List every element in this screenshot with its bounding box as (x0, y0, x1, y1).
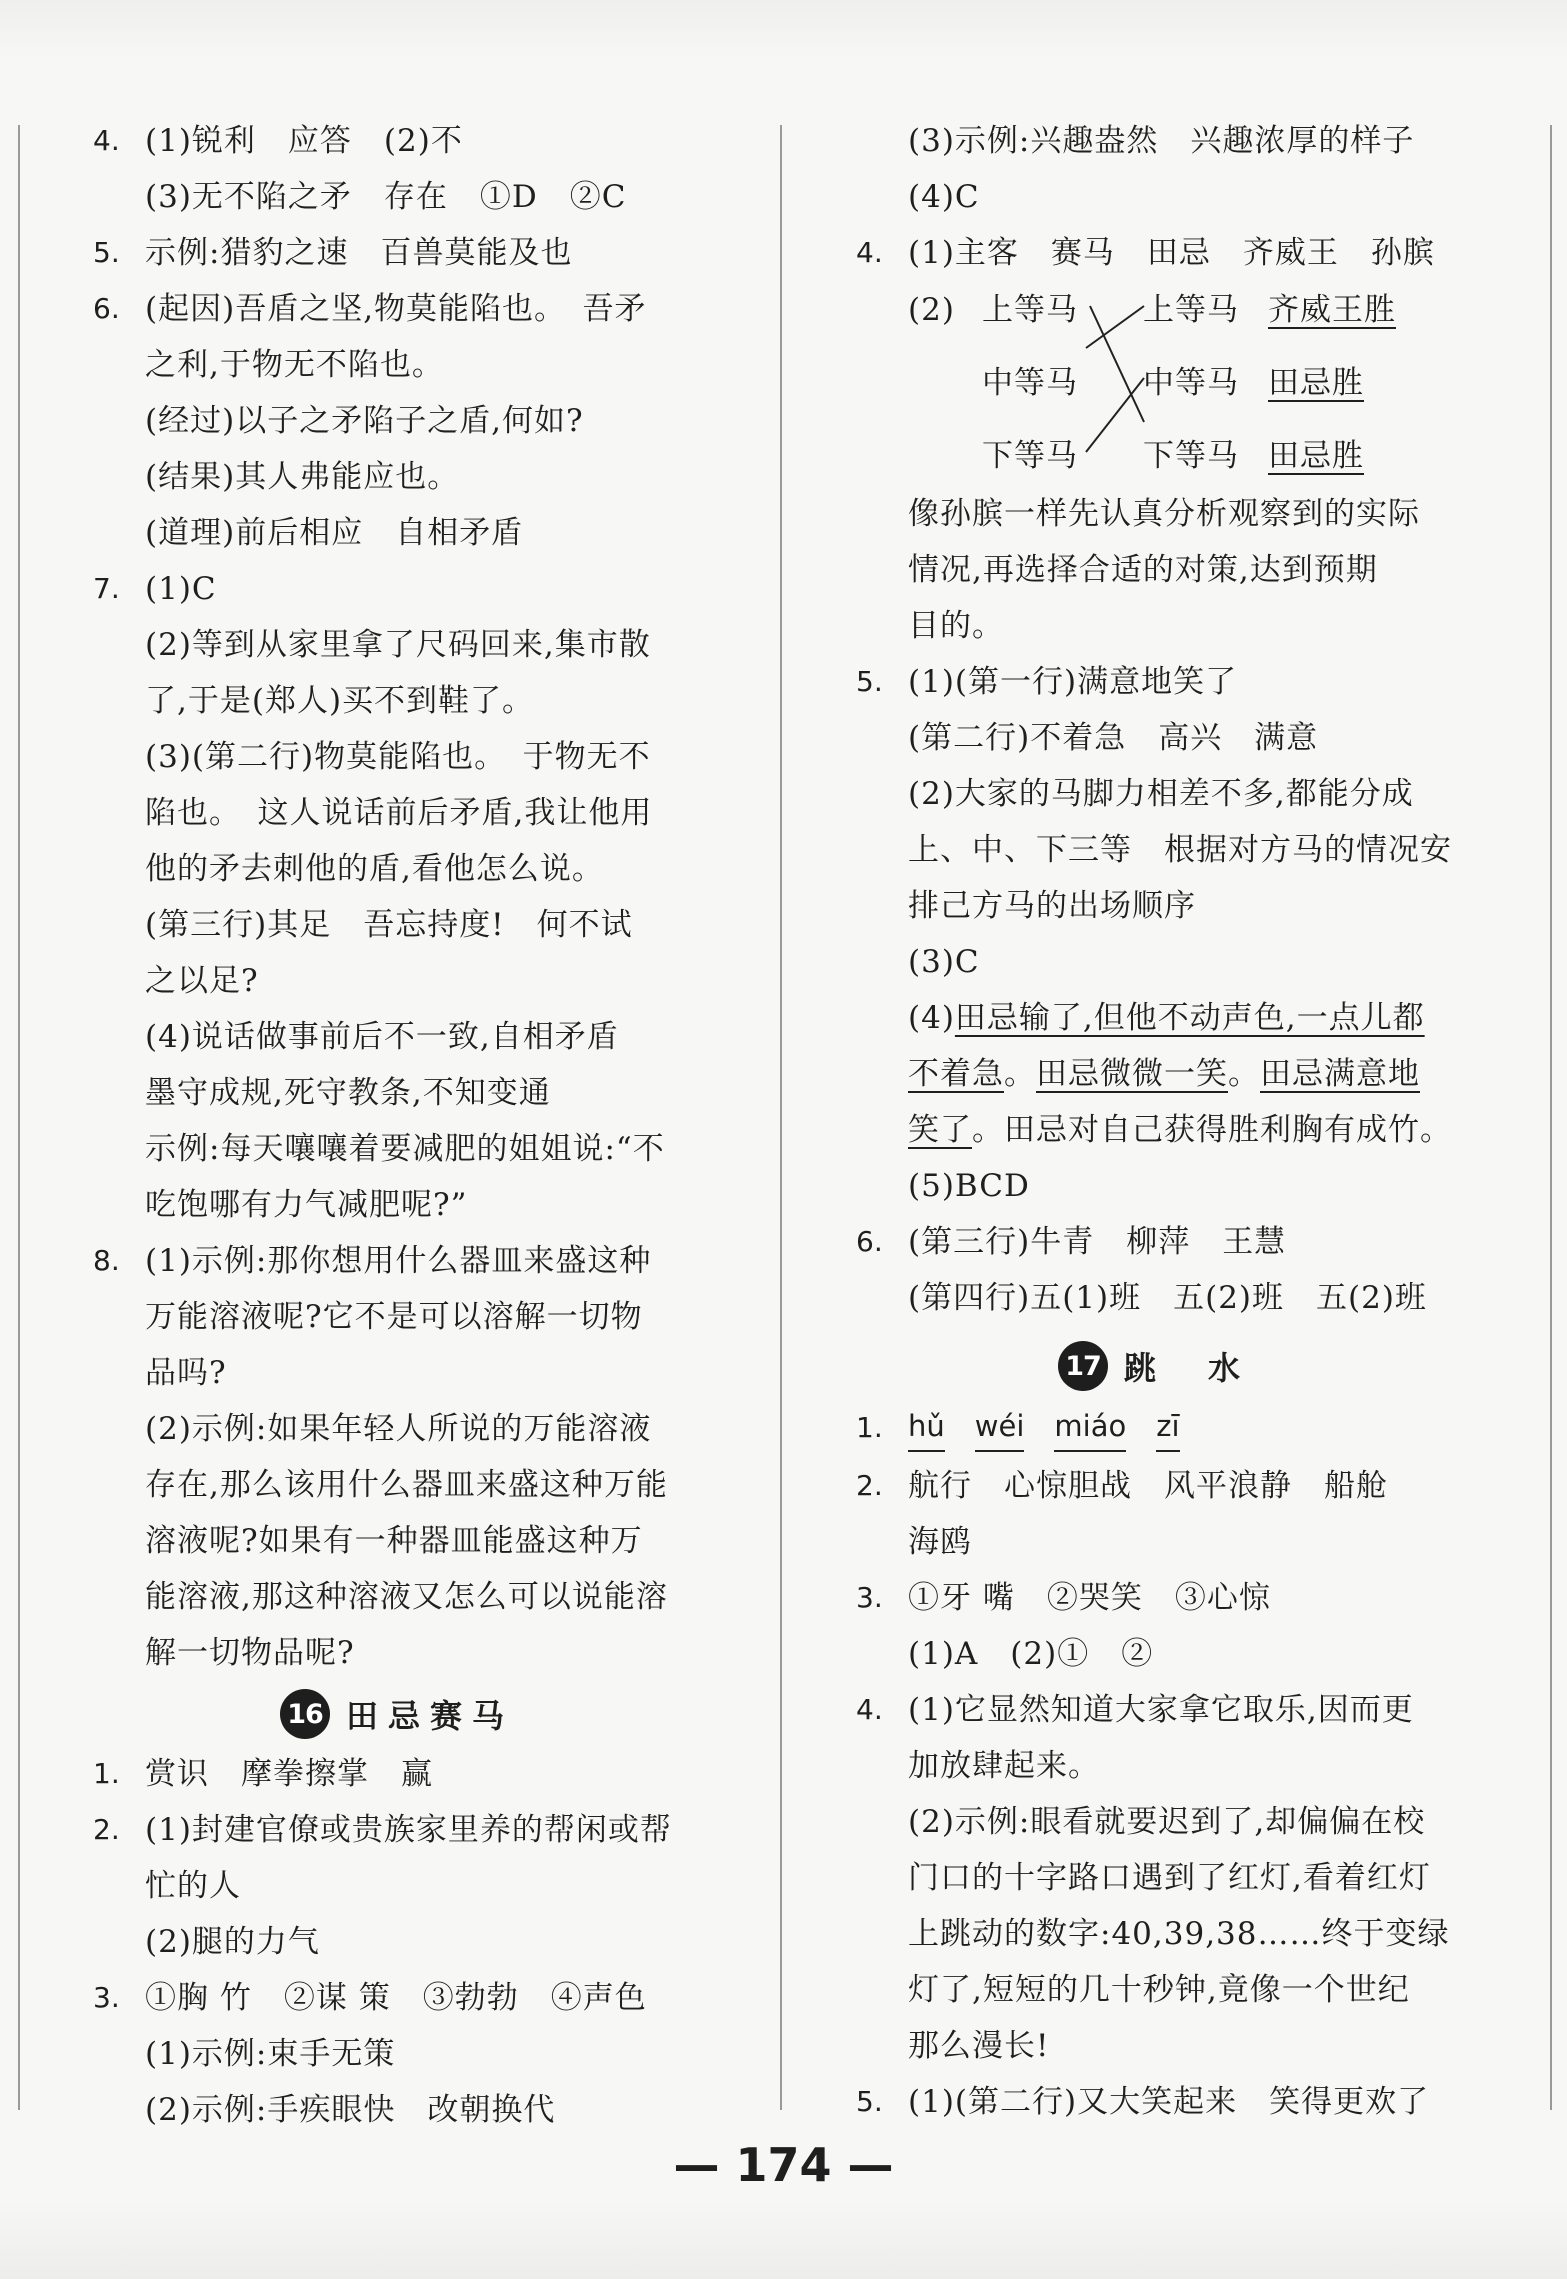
answer-line: (2)大家的马脚力相差不多,都能分成 (908, 776, 1414, 812)
question-number: 2. (93, 1813, 120, 1846)
lesson-heading (280, 1686, 514, 1742)
answer-line: (第三行)其足 吾忘持度! 何不试 (145, 907, 633, 943)
answer-line: (第三行)牛青 柳萍 王慧 (908, 1224, 1287, 1260)
answer-line: (第四行)五(1)班 五(2)班 五(2)班 (908, 1280, 1427, 1316)
lesson-heading (1058, 1338, 1250, 1394)
answer-line: (1)(第一行)满意地笑了 (908, 664, 1238, 700)
answer-line: 海鸥 (908, 1524, 972, 1560)
answer-line: 了,于是(郑人)买不到鞋了。 (145, 683, 535, 719)
question-number: 8. (93, 1244, 120, 1277)
answer-line: (1)锐利 应答 (2)不 (145, 123, 463, 159)
answer-line: (经过)以子之矛陷子之盾,何如? (145, 403, 584, 439)
answer-line: (3)C (908, 944, 980, 980)
lesson-title: 田忌赛马 (346, 1697, 515, 1735)
answer-line: (2)示例:如果年轻人所说的万能溶液 (145, 1411, 652, 1447)
answer-line (908, 1054, 1420, 1094)
right-horse-bottom: 下等马 (1143, 438, 1239, 474)
answer-line: 示例:猎豹之速 百兽莫能及也 (145, 235, 573, 271)
answer-line: 赏识 摩拳擦掌 赢 (145, 1756, 433, 1792)
answer-line: 万能溶液呢?它不是可以溶解一切物 (145, 1299, 643, 1335)
question-number: 4. (93, 124, 120, 157)
question-number: 5. (93, 236, 120, 269)
answer-line: (3)(第二行)物莫能陷也。 于物无不 (145, 739, 651, 775)
answer-line: 之以足? (145, 963, 259, 999)
answer-line: (2)腿的力气 (145, 1924, 320, 1960)
answer-segment: 。 (1004, 1056, 1036, 1092)
answer-line: (3)示例:兴趣盎然 兴趣浓厚的样子 (908, 123, 1415, 159)
left-horse-top: 上等马 (982, 292, 1078, 328)
question-number: 7. (93, 572, 120, 605)
answer-line: (起因)吾盾之坚,物莫能陷也。 吾矛 (145, 291, 647, 327)
underlined-answer: 田忌输了,但他不动声色,一点儿都 (954, 1000, 1425, 1036)
answer-segment: (4) (908, 1000, 955, 1036)
question-number: 1. (856, 1411, 883, 1444)
lesson-number-badge: 16 (280, 1689, 330, 1739)
pinyin-item: miáo (1054, 1406, 1126, 1452)
answer-line: 品吗? (145, 1355, 227, 1391)
answer-line: (4)说话做事前后不一致,自相矛盾 (145, 1019, 619, 1055)
answer-line: (3)无不陷之矛 存在 ①D ②C (145, 179, 627, 215)
answer-line (908, 1110, 1452, 1150)
answer-line: 灯了,短短的几十秒钟,竟像一个世纪 (908, 1972, 1410, 2008)
lesson-title: 跳 水 (1124, 1349, 1251, 1387)
answer-line (908, 998, 1425, 1038)
pinyin-item: zī (1156, 1406, 1179, 1452)
question-number: 1. (93, 1757, 120, 1790)
underlined-answer: 不着急 (908, 1056, 1004, 1092)
answer-line: 他的矛去刺他的盾,看他怎么说。 (145, 851, 604, 887)
underlined-answer: 笑了 (908, 1112, 972, 1148)
left-horse-bottom: 下等马 (982, 438, 1078, 474)
answer-line: 上、中、下三等 根据对方马的情况安 (908, 832, 1452, 868)
question-number: 4. (856, 1693, 883, 1726)
winner-middle: 田忌胜 (1268, 365, 1364, 401)
left-horse-middle: 中等马 (982, 365, 1078, 401)
answer-line: (1)示例:束手无策 (145, 2036, 396, 2072)
answer-line: (第二行)不着急 高兴 满意 (908, 720, 1319, 756)
winner-top: 齐威王胜 (1268, 292, 1396, 328)
pinyin-item: hǔ (908, 1406, 945, 1452)
question-number: 6. (93, 292, 120, 325)
answer-line: 存在,那么该用什么器皿来盛这种万能 (145, 1467, 668, 1503)
answer-line: (结果)其人弗能应也。 (145, 459, 460, 495)
question-number: 5. (856, 665, 883, 698)
answer-segment: 。田忌对自己获得胜利胸有成竹。 (972, 1112, 1452, 1148)
answer-segment: 。 (1228, 1056, 1260, 1092)
answer-line: (1)A (2)① ② (908, 1636, 1154, 1672)
right-horse-middle: 中等马 (1143, 365, 1239, 401)
question-number: 3. (856, 1581, 883, 1614)
answer-line: 像孙膑一样先认真分析观察到的实际 (908, 496, 1420, 532)
answer-line: (1)示例:那你想用什么器皿来盛这种 (145, 1243, 652, 1279)
pinyin-answers (908, 1406, 1210, 1452)
question-number: 2. (856, 1469, 883, 1502)
answer-line: (4)C (908, 179, 980, 215)
answer-line: 目的。 (908, 608, 1004, 644)
answer-line: (1)主客 赛马 田忌 齐威王 孙膑 (908, 235, 1435, 271)
underlined-answer: 田忌微微一笑 (1036, 1056, 1228, 1092)
answer-line: (2)示例:眼看就要迟到了,却偏偏在校 (908, 1804, 1426, 1840)
answer-line: ①牙 嘴 ②哭笑 ③心惊 (908, 1580, 1271, 1616)
answer-line: 示例:每天嚷嚷着要减肥的姐姐说:“不 (145, 1131, 665, 1167)
answer-line: 之利,于物无不陷也。 (145, 347, 444, 383)
answer-line: 解一切物品呢? (145, 1635, 355, 1671)
underlined-answer: 田忌满意地 (1260, 1056, 1420, 1092)
answer-line: (1)它显然知道大家拿它取乐,因而更 (908, 1692, 1414, 1728)
answer-line: 陷也。 这人说话前后矛盾,我让他用 (145, 795, 653, 831)
answer-line: 门口的十字路口遇到了红灯,看着红灯 (908, 1860, 1431, 1896)
question-number: 6. (856, 1225, 883, 1258)
answer-line: (1)C (145, 571, 217, 607)
pinyin-item: wéi (975, 1406, 1025, 1452)
lesson-number-badge: 17 (1058, 1341, 1108, 1391)
answer-line: 航行 心惊胆战 风平浪静 船舱 (908, 1468, 1388, 1504)
answer-line: (2)示例:手疾眼快 改朝换代 (145, 2092, 556, 2128)
answer-line: (2) (908, 292, 955, 328)
answer-line: 加放肆起来。 (908, 1748, 1100, 1784)
answer-line: (2)等到从家里拿了尺码回来,集市散 (145, 627, 651, 663)
column-divider-line (780, 125, 782, 2110)
right-horse-top: 上等马 (1143, 292, 1239, 328)
answer-line: (1)(第二行)又大笑起来 笑得更欢了 (908, 2084, 1430, 2120)
question-number: 4. (856, 236, 883, 269)
answer-line: 能溶液,那这种溶液又怎么可以说能溶 (145, 1579, 668, 1615)
answer-line: (1)封建官僚或贵族家里养的帮闲或帮 (145, 1812, 672, 1848)
answer-line: (道理)前后相应 自相矛盾 (145, 515, 524, 551)
answer-line: 情况,再选择合适的对策,达到预期 (908, 552, 1378, 588)
answer-line: 吃饱哪有力气减肥呢?” (145, 1187, 468, 1223)
answer-line: 那么漫长! (908, 2028, 1050, 2064)
left-margin-line (18, 125, 20, 2110)
question-number: 5. (856, 2085, 883, 2118)
answer-line: (5)BCD (908, 1168, 1030, 1204)
question-number: 3. (93, 1981, 120, 2014)
page-number: — 174 — (673, 2138, 894, 2192)
answer-line: 上跳动的数字:40,39,38……终于变绿 (908, 1916, 1450, 1952)
answer-line: 忙的人 (145, 1868, 241, 1904)
answer-line: 排己方马的出场顺序 (908, 888, 1196, 924)
answer-line: 溶液呢?如果有一种器皿能盛这种万 (145, 1523, 643, 1559)
right-margin-line (1550, 125, 1552, 2110)
answer-line: ①胸 竹 ②谋 策 ③勃勃 ④声色 (145, 1980, 647, 2016)
answer-line: 墨守成规,死守教条,不知变通 (145, 1075, 551, 1111)
winner-bottom: 田忌胜 (1268, 438, 1364, 474)
